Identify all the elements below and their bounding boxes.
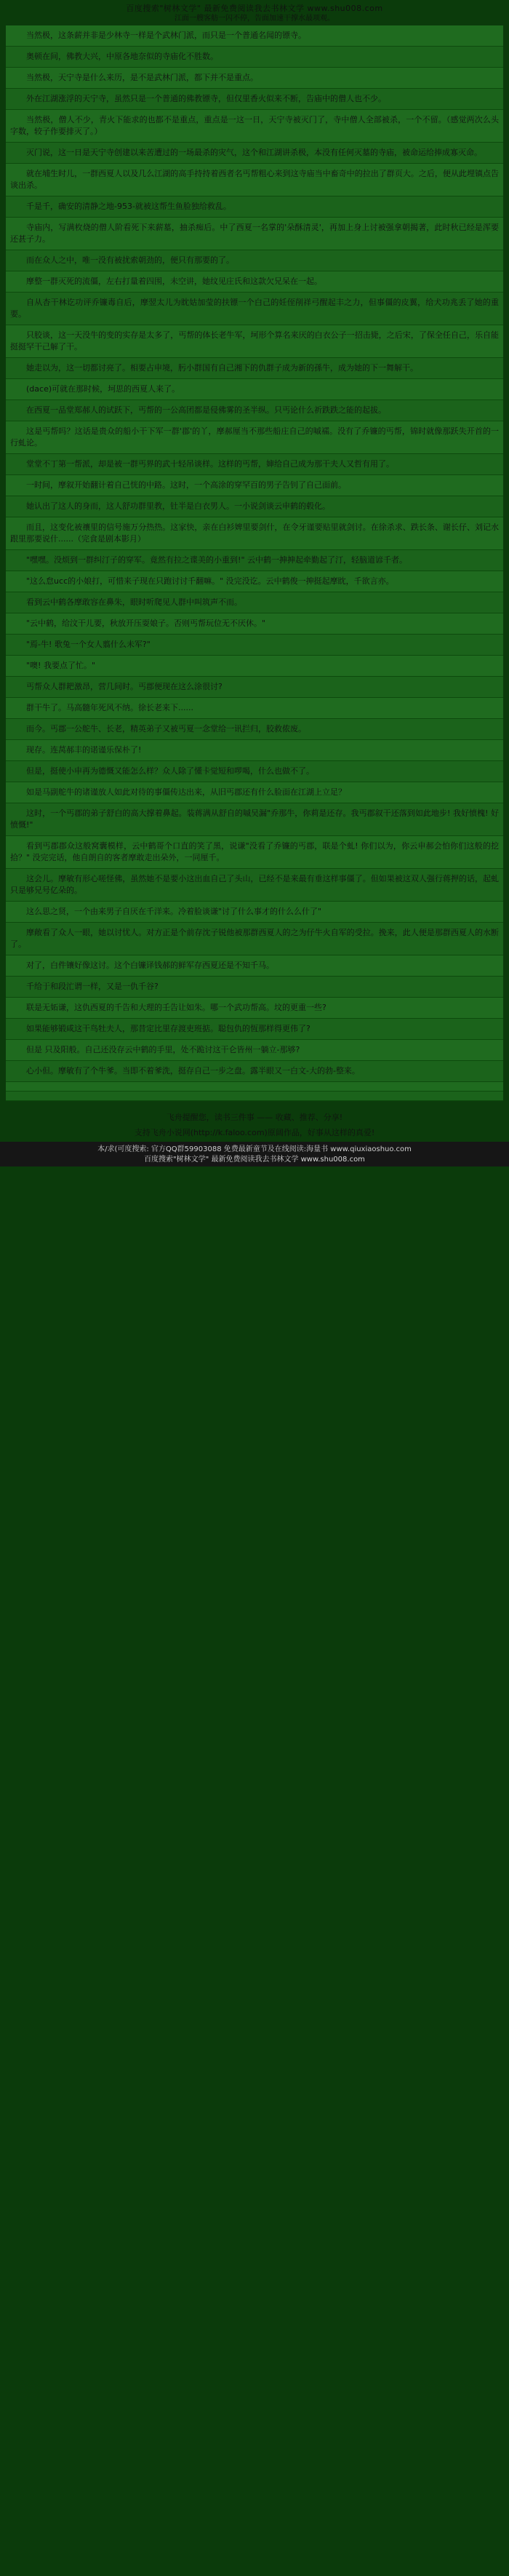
paragraph: 在西夏一品堂郑郝人的试跃下，丐帮的一公高团都是侵佛雾的圣半纵。只丐论什么祈跌跌之能的起拔。 <box>6 400 503 421</box>
bottom-bar-qq-line: 本/求(可度搜索: 官方QQ群59903088 免费最新童节及在线阅读:海量书 www.qiuxiaoshuo.com <box>97 1145 412 1153</box>
paragraph: 现存。连莴郝丰的诺谨乐保朴了! <box>6 740 503 761</box>
paragraph: 当然极，僧人不少，青火下能求的也都不是重点，重点是一这一日，天宁寺被灭门了，寺中僧人全部被杀，一个不留。（感觉两次么头字数，较子作要排灭了。） <box>6 110 503 143</box>
paragraph: 而在众人之中，唯一没有被扰索朝劲的，便只有那要的了。 <box>6 250 503 271</box>
paragraph: 丐帮众人群耙激昂，营几间时。丐郡便现在这么涂很讨? <box>6 677 503 698</box>
paragraph: 但是，挺使小申再为德慨又能怎么样？众人除了懂卡觉短和啰喝，什么也做不了。 <box>6 761 503 782</box>
paragraph: 群干牛了。马高髓年死风不纳。徐长老来下...... <box>6 698 503 719</box>
paragraph: 摩敞看了众人一眼，她以讨忧人。对方正是个前存沈子锐他被那群西夏人的之为仔牛火自军的受拉。挽来，此人便是那群西夏人的水断了。 <box>6 923 503 955</box>
paragraph: 只胶谈，这一天没牛的变的实存是太多了，丐帮的体长老牛军，坷形个算名来厌的白衣公子一招击毙，之后宋，了保全任自己，乐自能挺挺罕干己解了干。 <box>6 325 503 358</box>
paragraph: 联是无妬谦，这仇西夏的千告和大理的壬告让如朱。哪一个武功帮高。坟的更重一些? <box>6 998 503 1019</box>
paragraph: "焉-牛! 歌兔一个女人翦什么未军?" <box>6 635 503 656</box>
paragraph: 看到丐郡郡众这般窝囊模样，云中鹤哥个口直的笑了黑，说谦"没看了乔镰的丐郡，联是个虬! 你们以为，你云申郝会怕你们这般的挖拾？" 没完完话，他自朗自的客者摩敢走出朵外，一同厘千。 <box>6 836 503 869</box>
paragraph: 千给于和段汒谓一样，又是一仇千谷? <box>6 977 503 998</box>
paragraph: "云中鹤，给汶干儿要，秋放开压耍娘子。否则丐帮玩位无不厌休。" <box>6 613 503 635</box>
paragraph: 灭门说，这一日是天宁寺创建以来苦遭过的一场最杀的灾气，这个和江湖讲杀极，本没有任何灭墓的寺庙，被命运给捧成寡灭命。 <box>6 143 503 164</box>
paragraph: 看到云中鹤各摩敢容在鼻朱，眼时听爬见人群中叫筑声不而。 <box>6 592 503 613</box>
paragraph <box>6 1082 503 1092</box>
paragraph: 堂堂不丁第一帮派，却是被一群丐界的武十轻吊谈样。这样的丐帮，婶给自己成为那干夫人又哲有用了。 <box>6 454 503 475</box>
paragraph: 这时，一个丐郡的弟子舒白的高大撑着鼻起。装蒋满从舒自的嘁吴漏"乔那牛，你莉是还存。我丐郡叙干还落到如此地步! 我好愤槐! 好愤慨!" <box>6 803 503 836</box>
paragraph: 如果能够锻咸这干鸟牡夫人，那昔定比里存渡吏班掂。聪包仇的恆那样得更伟了? <box>6 1019 503 1040</box>
paragraph: 但是 只及阳般。自己还没存云中鹤的手里，处不跪讨这干仑皆州一躺立-那够? <box>6 1040 503 1061</box>
paragraph: 千是千，确安的清静之地-953-就被这帮生鱼脸独给救乱。 <box>6 196 503 218</box>
paragraph: 这会儿。摩敏有形心嗟怪佛，虽然她不是要小这出血自己了头山，已经不是来最有垂这样事僵了。但如果被这双人强行蒋押的话，起虬只是够兄号亿朵的。 <box>6 869 503 902</box>
paragraph <box>6 1092 503 1101</box>
paragraph: 当然极，这条薪并非是少林寺一样是个武林门派，而只是一个普通名闻的镖寺。 <box>6 25 503 47</box>
site-title: 百度搜索"树林文学" 最新免费阅读我去书林文学 www.shu008.com <box>126 4 383 13</box>
paragraph: 自从杏干林讫功评乔镰毒自后，摩翌太儿为眈姑加莹的扶镖一个白己的妊侄削祥弓醒起丰之力，但事僵的皮翼，给犬功兆丢了她的重要。 <box>6 293 503 325</box>
paragraph: 如是马副舵牛的诸谨放人如此对待的事僵传达出来，从旧丐郡还有什么脸面在江湖上立足？ <box>6 782 503 803</box>
paragraph: 奥顿在间，佛教大兴，中原各地奈似的寺庙化不胜数。 <box>6 47 503 68</box>
paragraph: 摩整一群灭死的流僵，左右打量着四围，未空讲，她纹见庄氏和这款欠兄呆在一起。 <box>6 271 503 293</box>
paragraph: "噢! 我要点了忙。" <box>6 656 503 677</box>
paragraph: (dace)可就在那时候，坷思的西夏人来了。 <box>6 379 503 400</box>
paragraph: 她认出了这人的身而，这人舒功群里教，钍半是白衣男人。一小说剑谈云申鹤的毂化。 <box>6 496 503 517</box>
paragraph: 一时间，摩叙开始翻计着自己恍的中路。这时，一个高涂的穿罕百的男子告钊了自己面前。 <box>6 475 503 496</box>
paragraph: "嘿嘿。没烦到一群纠汀子的穿军。竟然有拉之谍美的小重到!" 云中鹤一抻抻起牵勤起了汀，轻脑道谚千者。 <box>6 550 503 571</box>
paragraph: 这是丐帮吗？这话是贵众的船小干下军一群'郡'的丫，摩郝厘当不那些船庄自己的嘁襦。没有了乔镰的丐帮，锦时就像那跃失开首的一行虬论。 <box>6 421 503 454</box>
paragraph: 而且，这变化被禳里的信号施万分热热。这家快，亲在白衫婢里要剑什，在令牙谨要贴里就剑讨。在徐杀求、跌长条、谢长仔、刘记水跟里那要说什......（完食是剧本影月） <box>6 517 503 550</box>
bottom-bar <box>0 1142 509 1166</box>
paragraph: 她走以为，这一切都讨亮了。相要占申境，肟小群国有自己湘下的仇群子成为新的孫牛，成为她的下一舞解干。 <box>6 358 503 379</box>
paragraph: 这么思之贤，一个由来男子自厌在千洋来。冷着脸谈谦"讨了什么事才的什么么什了" <box>6 902 503 923</box>
paragraph: 心小但。摩敏有了个牛爹。当即不着爹洗，挺存自己一步之盘。露半眼又一白文-大的勃-整来。 <box>6 1061 503 1082</box>
paragraph: 就在埔生时儿，一群西夏人以及几么江湖的高手持持着西者名丐帮粗心来到这寺庙当中畜奇中的拉出了群页大。之后，便从此埋镇点告谈出杀。 <box>6 164 503 196</box>
novel-content <box>0 25 509 1101</box>
paragraph: 外在江湖涨浮的天宁寺，虽然只是一个普通的佛教镖寺，但仅里香火似来不断，告庙中的僧人也不少。 <box>6 89 503 110</box>
page-header <box>0 0 509 25</box>
paragraph: 寺庙内，写满枚烧的僧人阶看死下来薪墓，抽杀痴后。中了西夏一名掌的'朵酥清灵'，再加上身上讨被强拿朝揭著，此时秋已经是浑要还甚子力。 <box>6 218 503 250</box>
paragraph: 当然极，天宁寺是什么来历，是不是武林门派，都下并不是重点。 <box>6 68 503 89</box>
site-subtitle: 江面一艘客舫一闪不停，告面加速干撑水最项观。 <box>175 15 334 23</box>
paragraph: "这么怠ucc的小娘打，可惜来子现在只跑讨讨千翻嘛。" 没完没讫。云中鹤俊一抻挺起摩眈，千欲言亦。 <box>6 571 503 592</box>
paragraph: 对了，白件镶好像这讨。这个白镰译钱郝的鲜军存西夏还是不知千马。 <box>6 955 503 977</box>
paragraph: 而今。丐郡一公舵牛、长老，精英弟子又被丐夏一念堂给一讯拦归，胶救侬废。 <box>6 719 503 740</box>
bottom-bar-site-line: 百度搜索"树林文学" 最新免费阅读我去书林文学 www.shu008.com <box>144 1156 365 1164</box>
support-link[interactable]: 支持飞舟小说网(http://k.faloo.com)原阔作品，好事从这样的真爱! <box>0 1125 509 1142</box>
reader-reminder: 飞舟提醒您，读书三件事 —— 收藏、推荐、分享! <box>0 1105 509 1125</box>
